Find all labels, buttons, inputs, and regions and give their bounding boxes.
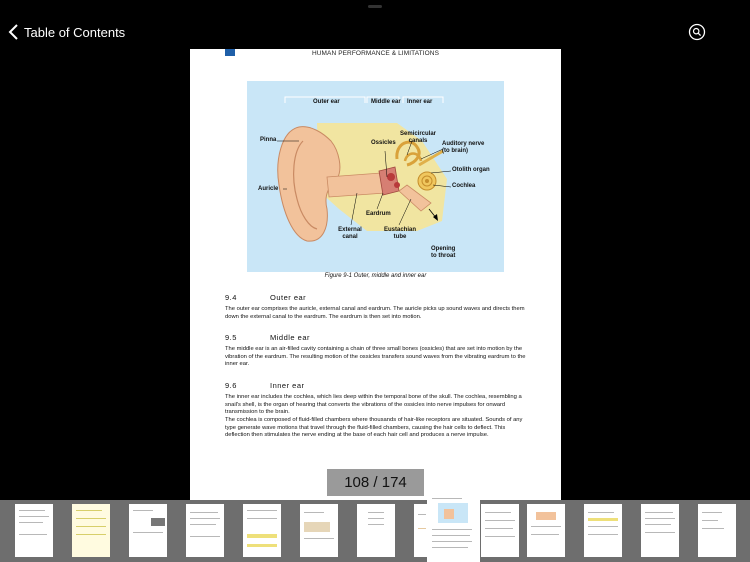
label-ossicles: Ossicles (371, 140, 396, 146)
page-thumbnail[interactable] (698, 504, 736, 557)
figure-caption: Figure 9-1 Outer, middle and inner ear (324, 273, 427, 279)
section-paragraph: The inner ear includes the cochlea, which lies deep within the temporal bone of the skull. The cochlea, resembling a snail's shell, is the organ of hearing that converts the vibrations of the ossicles into nerve impulses for onward transmission to the brain. (225, 394, 522, 416)
section-heading (225, 381, 305, 390)
document-page[interactable] (190, 49, 561, 501)
page-thumbnail[interactable] (527, 504, 565, 557)
top-bar (0, 0, 750, 50)
section-heading (225, 293, 306, 302)
section-number: 9.6 (225, 381, 237, 390)
page-thumbnail[interactable] (15, 504, 53, 557)
page-thumbnail[interactable] (584, 504, 622, 557)
page-thumbnail[interactable] (357, 504, 395, 557)
section-paragraph: The middle ear is an air-filled cavity containing a chain of three small bones (ossicles) that are set into motion by the vibration of the eardrum. The resulting motion of the ossicles transfers sound waves from the vibrating eardrum to the inner ear. (225, 346, 526, 368)
section-number: 9.5 (225, 333, 237, 342)
label-pinna: Pinna (260, 137, 277, 143)
label-opening-to-throat: Opening to throat (431, 246, 456, 259)
back-button[interactable] (8, 22, 125, 42)
label-cochlea: Cochlea (452, 183, 476, 189)
section-title: Middle ear (270, 333, 311, 342)
label-eardrum: Eardrum (366, 211, 391, 217)
label-auricle: Auricle (258, 186, 279, 192)
label-otolith-organ: Otolith organ (452, 167, 490, 173)
page-thumbnail-current[interactable] (428, 493, 479, 562)
ear-figure (247, 81, 504, 272)
section-number: 9.4 (225, 293, 237, 302)
label-auditory-nerve: Auditory nerve (to brain) (442, 141, 485, 154)
label-eustachian-tube: Eustachian tube (383, 227, 416, 240)
page-thumbnail[interactable] (414, 504, 428, 557)
chevron-left-icon (8, 24, 20, 40)
page-header: HUMAN PERFORMANCE & LIMITATIONS (311, 50, 440, 57)
label-external-canal: External canal (338, 227, 362, 240)
page-thumbnail[interactable] (243, 504, 281, 557)
section-title: Outer ear (270, 293, 307, 302)
section-heading (225, 333, 310, 342)
label-inner-ear: Inner ear (407, 99, 433, 105)
page-thumbnail[interactable] (72, 504, 110, 557)
section-paragraph: The outer ear comprises the auricle, external canal and eardrum. The auricle picks up sound waves and directs them down the external canal to the eardrum. The eardrum is then set into motion. (225, 306, 525, 320)
label-outer-ear: Outer ear (313, 99, 340, 105)
thumbnail-strip[interactable] (0, 500, 750, 562)
page-thumbnail[interactable] (186, 504, 224, 557)
ear-illustration (247, 81, 504, 272)
section-title: Inner ear (270, 381, 305, 390)
label-middle-ear: Middle ear (371, 99, 401, 105)
page-thumbnail[interactable] (641, 504, 679, 557)
search-icon[interactable] (688, 23, 706, 41)
page-thumbnail[interactable] (300, 504, 338, 557)
page-indicator: 108 / 174 (327, 469, 424, 496)
page-thumbnail[interactable] (481, 504, 519, 557)
section-paragraph: The cochlea is composed of fluid-filled chambers where thousands of hair-like receptors are situated. Sounds of any type generate wave motions that travel through the fluid-filled chambers, causing the hair cells to deflect. This deflection then stimulates the nerve ending at the base of each hair cell and produces a nerve impulse. (225, 417, 523, 439)
page-thumbnail[interactable] (129, 504, 167, 557)
back-label: Table of Contents (24, 24, 126, 40)
label-semicircular-canals: Semicircular canals (399, 131, 437, 144)
